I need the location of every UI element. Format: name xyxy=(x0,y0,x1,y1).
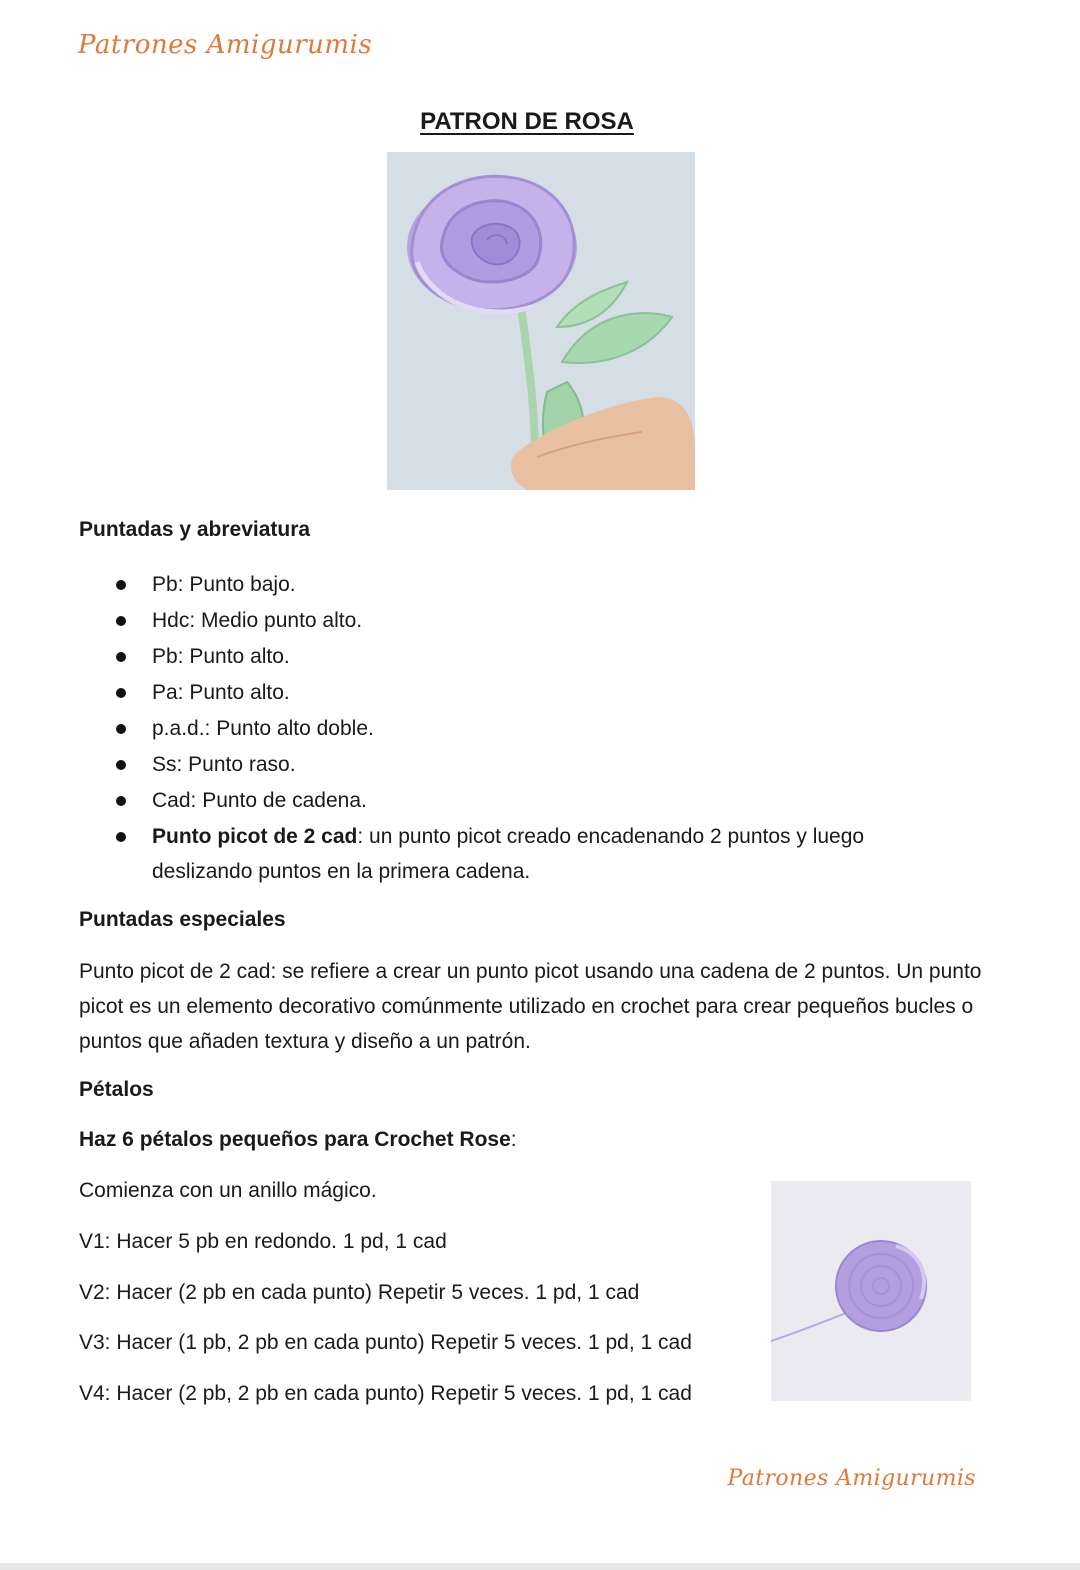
instruction-round-4: V4: Hacer (2 pb, 2 pb en cada punto) Repetir 5 veces. 1 pd, 1 cad xyxy=(79,1382,692,1405)
list-item: Ss: Punto raso. xyxy=(116,747,966,783)
section-heading-petals: Pétalos xyxy=(79,1078,154,1101)
petals-subheading xyxy=(79,1128,517,1152)
brand-footer: Patrones Amigurumis xyxy=(727,1466,976,1491)
list-item: Hdc: Medio punto alto. xyxy=(116,603,966,639)
special-paragraph: Punto picot de 2 cad: se refiere a crear un punto picot usando una cadena de 2 puntos. Un punto picot es un elemento decorativo comúnmente utilizado en crochet para crear pequeños bucles o puntos que añaden textura y diseño a un patrón. xyxy=(79,960,982,1053)
instruction-round-1: V1: Hacer 5 pb en redondo. 1 pd, 1 cad xyxy=(79,1230,447,1253)
list-item: p.a.d.: Punto alto doble. xyxy=(116,711,966,747)
stitch-list xyxy=(116,567,966,889)
page-bottom-edge xyxy=(0,1563,1080,1570)
list-item: Pb: Punto alto. xyxy=(116,639,966,675)
list-item: Cad: Punto de cadena. xyxy=(116,783,966,819)
list-item-picot xyxy=(116,819,966,889)
instruction-start: Comienza con un anillo mágico. xyxy=(79,1179,377,1202)
brand-header: Patrones Amigurumis xyxy=(78,30,373,60)
section-heading-abbreviations: Puntadas y abreviatura xyxy=(79,518,311,541)
page-title: PATRON DE ROSA xyxy=(420,108,634,135)
rose-photo xyxy=(387,152,695,490)
instruction-round-2: V2: Hacer (2 pb en cada punto) Repetir 5 veces. 1 pd, 1 cad xyxy=(79,1281,640,1304)
list-item: Pa: Punto alto. xyxy=(116,675,966,711)
petals-subheading-colon: : xyxy=(510,1128,517,1151)
petals-subheading-bold: Haz 6 pétalos pequeños para Crochet Rose xyxy=(79,1128,511,1151)
section-heading-special: Puntadas especiales xyxy=(79,908,286,931)
list-item: Pb: Punto bajo. xyxy=(116,567,966,603)
picot-description: : un punto picot creado encadenando 2 puntos y luego deslizando puntos en la primera cadena. xyxy=(152,825,865,883)
instruction-round-3: V3: Hacer (1 pb, 2 pb en cada punto) Repetir 5 veces. 1 pd, 1 cad xyxy=(79,1331,692,1354)
petal-photo xyxy=(771,1181,971,1401)
picot-term: Punto picot de 2 cad xyxy=(152,825,358,848)
